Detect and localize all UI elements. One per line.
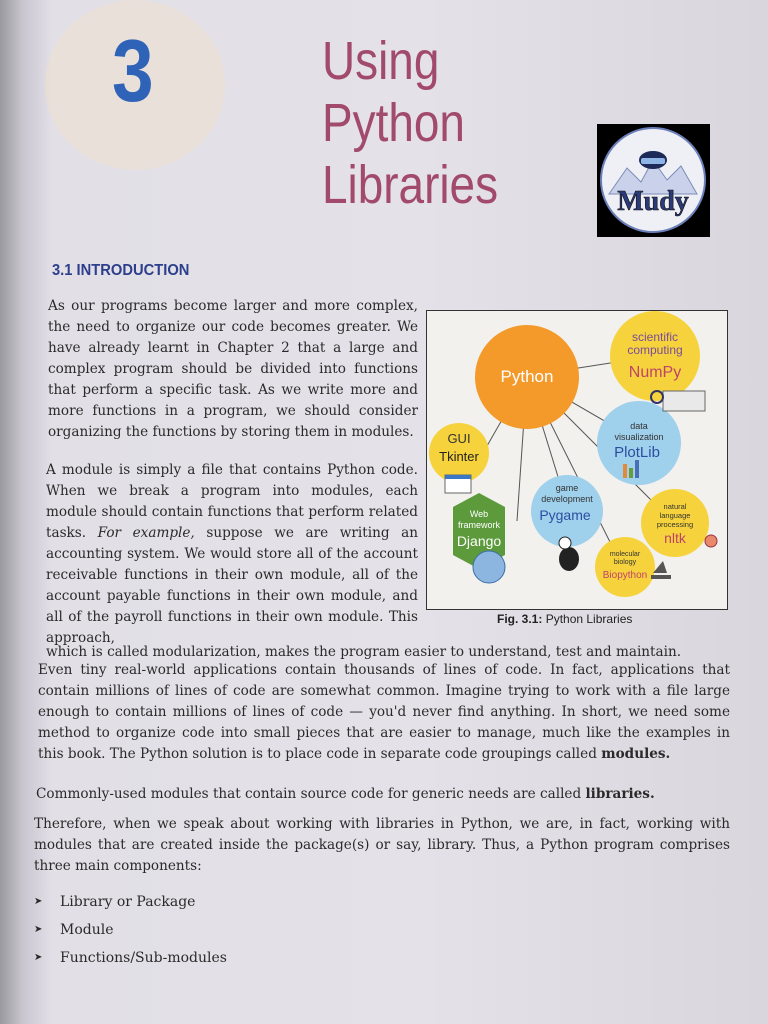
- mudy-logo: [597, 124, 710, 237]
- plotlib-label: PlotLib: [614, 444, 660, 461]
- list-item-label: Library or Package: [60, 894, 196, 910]
- nlp-label-line2: language: [659, 511, 691, 520]
- web-label-line1: Web: [469, 509, 489, 519]
- dataviz-label-line2: visualization: [614, 432, 664, 442]
- bio-label-line1: molecular: [609, 551, 641, 558]
- list-item: [34, 944, 227, 972]
- paragraph-2-part-a: A module is simply a file that contains Python code. When we break a program into modules, each module should contain functions that perform related tasks.: [46, 462, 418, 541]
- pygame-label: Pygame: [539, 507, 591, 523]
- paragraph-2-continuation: which is called modularization, makes the program easier to understand, test and maintain.: [46, 644, 682, 660]
- django-label: Django: [456, 533, 502, 549]
- arrow-bullet-icon: ➤: [34, 896, 43, 907]
- scientific-label-line2: computing: [627, 343, 683, 357]
- chapter-title-line-2: Libraries: [322, 155, 499, 215]
- paragraph-4: [36, 784, 730, 805]
- python-label: Python: [500, 367, 554, 386]
- figure-caption: [497, 612, 632, 626]
- biopython-label: Biopython: [602, 570, 648, 581]
- paragraph-1: As our programs become larger and more complex, the need to organize our code becomes greater. We have already learnt in Chapter 2 that a large and complex program should be divided into functions that perform a specific task. As we write more and more functions in a program, we should consider organizing the functions by storing them in modules.: [48, 298, 418, 440]
- microscope-icon: [653, 561, 667, 573]
- molecular-biology-node: [595, 537, 655, 597]
- gui-label: GUI: [447, 431, 471, 446]
- arrow-bullet-icon: ➤: [34, 952, 43, 963]
- logo-lettering: Mudy: [617, 186, 689, 217]
- chapter-number: 3: [112, 21, 152, 120]
- nlp-label-line3: processing: [656, 520, 694, 529]
- paragraph-3: [38, 660, 730, 765]
- paragraph-2: [46, 460, 418, 649]
- chapter-title-line-1: Using Python: [322, 31, 465, 153]
- python-libraries-figure: [426, 310, 728, 610]
- dataviz-label-line1: data: [630, 421, 648, 431]
- figure-caption-text: Python Libraries: [545, 612, 633, 626]
- list-item: [34, 916, 227, 944]
- chapter-title: [322, 30, 577, 216]
- bio-label-line2: biology: [613, 559, 637, 566]
- globe-icon: [473, 551, 505, 583]
- paragraph-5: Therefore, when we speak about working with libraries in Python, we are, in fact, working with modules that are created inside the package(s) or say, library. Thus, a Python program comprises three main components:: [34, 816, 730, 874]
- bar-chart-icon: [623, 464, 627, 478]
- nlp-label-line1: natural: [663, 502, 687, 511]
- scientific-label-line1: scientific: [631, 330, 679, 344]
- snake-robot-icon: [559, 547, 579, 571]
- web-label-line2: framework: [457, 520, 501, 530]
- nltk-icon: [705, 535, 717, 547]
- numpy-chart-icon: [663, 391, 705, 411]
- paragraph-3-bold: modules.: [601, 746, 671, 762]
- list-item: [34, 888, 227, 916]
- paragraph-4-bold: libraries.: [585, 786, 655, 802]
- nltk-label: nltk: [664, 530, 686, 546]
- paragraph-2-part-b: suppose we are writing an accounting system. We would store all of the account receivable functions in their own module, all of the account payable functions in their own module, and all of the payroll functions in their own module. This approach,: [46, 525, 418, 646]
- game-label-line2: development: [541, 494, 593, 504]
- previous-page-edge: [0, 0, 22, 1024]
- paragraph-3-text: Even tiny real-world applications contain thousands of lines of code. In fact, applications that contain millions of lines of code are somewhat common. Imagine trying to work with a file large enough to contain millions of lines of code — you'd never find anything. In short, we need some method to organize code into small pieces that are easier to manage, much like the examples in this book. The Python solution is to place code in separate code groupings called: [38, 662, 730, 762]
- list-item-label: Functions/Sub-modules: [60, 950, 227, 966]
- section-heading: 3.1 INTRODUCTION: [52, 262, 190, 279]
- arrow-bullet-icon: ➤: [34, 924, 43, 935]
- list-item-label: Module: [60, 922, 114, 938]
- tkinter-label: Tkinter: [439, 449, 479, 464]
- game-label-line1: game: [555, 483, 579, 493]
- components-list: [34, 888, 227, 972]
- figure-caption-label: Fig. 3.1:: [497, 612, 543, 626]
- numpy-label: NumPy: [628, 364, 682, 381]
- paragraph-2-italic: For example,: [97, 525, 195, 541]
- paragraph-4-text: Commonly-used modules that contain source code for generic needs are called: [36, 786, 582, 802]
